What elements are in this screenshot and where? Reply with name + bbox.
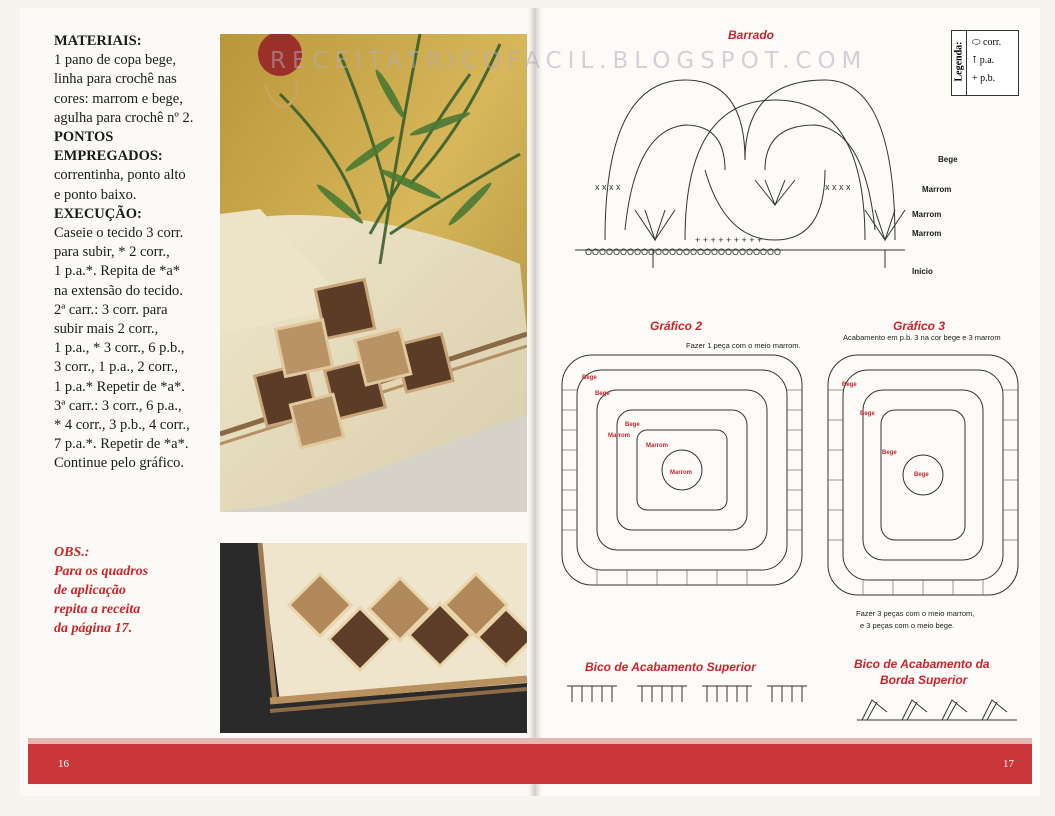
legend-label: p.b. (980, 73, 996, 84)
page-number-right: 17 (1003, 758, 1014, 770)
stitches-heading-2: EMPREGADOS: (54, 148, 163, 165)
grafico2-label: Bege (595, 391, 610, 397)
instructions-column (54, 32, 224, 474)
page-number-left: 16 (58, 758, 69, 770)
execution-heading: EXECUÇÃO: (54, 205, 142, 222)
double-crochet-icon: ⊺ (972, 55, 980, 66)
legend-title-bar (952, 31, 967, 95)
execution-line: Continue pelo gráfico. (54, 455, 185, 472)
execution-line: 3ª carr.: 3 corr., 6 p.a., (54, 397, 182, 414)
execution-line: 3 corr., 1 p.a., 2 corr., (54, 359, 179, 376)
legend-label: p.a. (979, 55, 995, 66)
legend-item-pb (972, 73, 995, 84)
blog-watermark: RECEITATRICOFACIL.BLOGSPOT.COM (270, 48, 868, 74)
towel-photo (220, 34, 527, 512)
bico-superior-title: Bico de Acabamento Superior (585, 660, 756, 674)
footer-band (28, 738, 1032, 784)
execution-line: na extensão do tecido. (54, 282, 183, 299)
bico-borda-title-2: Borda Superior (880, 673, 968, 687)
execution-line: 7 p.a.*. Repetir de *a*. (54, 436, 189, 453)
execution-line: 1 p.a.* Repetir de *a*. (54, 378, 185, 395)
grafico3-label: Bege (882, 450, 897, 456)
grafico2-label: Marrom (608, 433, 631, 439)
svg-text:x x x x: x x x x (825, 182, 851, 192)
grafico3-bottom-note: e 3 peças com o meio bege. (860, 621, 955, 630)
legend-box (951, 30, 1019, 96)
barrado-diagram (575, 40, 915, 280)
grafico2-label: Marrom (670, 470, 693, 476)
execution-line: 1 p.a.*. Repita de *a* (54, 263, 181, 280)
execution-line: subir mais 2 corr., (54, 321, 159, 338)
legend-item-pa (972, 55, 994, 66)
svg-text:+ + + + + + + + +: + + + + + + + + + (695, 235, 763, 245)
materials-line: linha para crochê nas (54, 71, 177, 88)
barrado-label-inicio: Início (912, 267, 933, 276)
bico-superior-diagram (567, 684, 807, 704)
grafico3-note: Acabamento em p.b. 3 na cor bege e 3 marrom (843, 333, 1001, 342)
stitches-line: e ponto baixo. (54, 186, 137, 203)
materials-line: 1 pano de copa bege, (54, 52, 176, 69)
svg-text:OOOOOOOOOOOOOOOOOOOOOOOOOOOO: OOOOOOOOOOOOOOOOOOOOOOOOOOOO (585, 247, 782, 257)
barrado-label-marrom: Marrom (922, 185, 952, 194)
stitches-heading: PONTOS (54, 129, 114, 146)
grafico3-title: Gráfico 3 (893, 319, 946, 333)
grafico2-title: Gráfico 2 (650, 319, 703, 333)
obs-line: de aplicação (54, 583, 126, 598)
single-crochet-icon: + (972, 73, 981, 84)
legend-item-corr (972, 37, 1001, 48)
execution-line: 2ª carr.: 3 corr. para (54, 301, 168, 318)
grafico2-label: Marrom (646, 443, 669, 449)
barrado-label-bege: Bege (938, 155, 958, 164)
barrado-label-marrom: Marrom (912, 210, 942, 219)
stitches-line: correntinha, ponto alto (54, 167, 186, 184)
grafico3-label: Bege (914, 472, 929, 478)
legend-title: Legenda: (953, 41, 965, 82)
execution-line: * 4 corr., 3 p.b., 4 corr., (54, 417, 190, 434)
execution-line: para subir, * 2 corr., (54, 244, 170, 261)
grafico2-label: Bege (582, 375, 597, 381)
detail-photo (220, 543, 527, 733)
chain-icon: ⬭ (972, 37, 984, 48)
grafico3-label: Bege (842, 382, 857, 388)
grafico3-bottom-note: Fazer 3 peças com o meio marrom, (856, 609, 975, 618)
bico-borda-diagram (857, 692, 1017, 722)
footer-stripe (28, 738, 1032, 744)
bico-borda-title-1: Bico de Acabamento da (854, 657, 990, 671)
materials-line: cores: marrom e bege, (54, 90, 183, 107)
barrado-label-marrom: Marrom (912, 229, 942, 238)
barrado-title: Barrado (728, 28, 775, 42)
svg-text:x x x x: x x x x (595, 182, 621, 192)
page-gutter (528, 8, 542, 796)
legend-label: corr. (983, 37, 1002, 48)
obs-note (54, 543, 214, 638)
materials-line: agulha para crochê nº 2. (54, 109, 194, 126)
execution-line: Caseie o tecido 3 corr. (54, 225, 184, 242)
obs-heading: OBS.: (54, 545, 90, 560)
obs-line: Para os quadros (54, 564, 149, 579)
materials-heading: MATERIAIS: (54, 33, 142, 49)
obs-line: da página 17. (54, 621, 133, 636)
grafico3-label: Bege (860, 411, 875, 417)
execution-line: 1 p.a., * 3 corr., 6 p.b., (54, 340, 185, 357)
grafico2-label: Bege (625, 422, 640, 428)
grafico2-note: Fazer 1 peça com o meio marrom. (686, 341, 801, 350)
obs-line: repita a receita (54, 602, 141, 617)
